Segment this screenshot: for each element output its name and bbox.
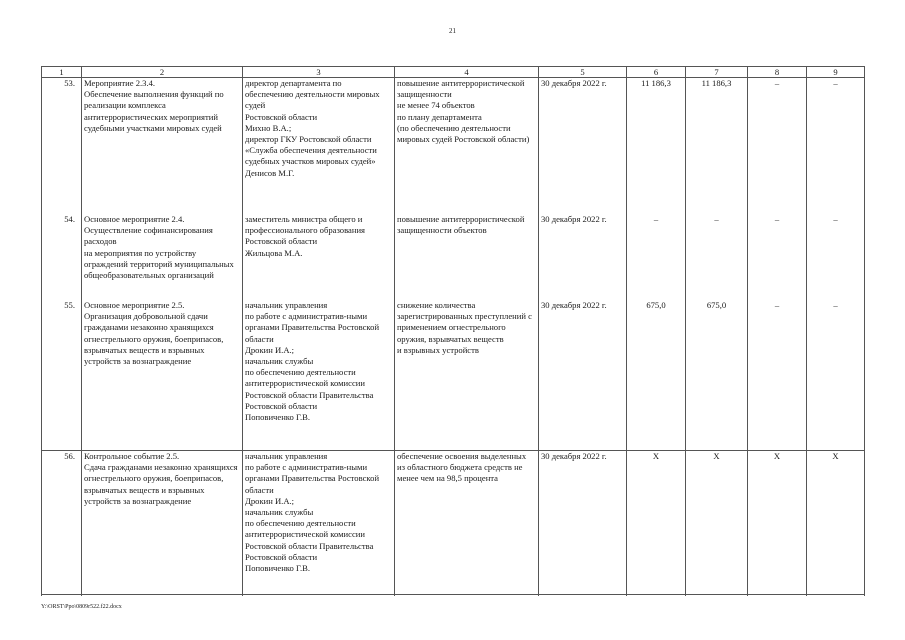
activity-title: Основное мероприятие 2.4. Осуществление софинансирования расходов на мероприятия по устройству ограждений территорий муниципальных общеобразовательных организаций [82,214,243,300]
responsible-executor: заместитель министра общего и профессионального образования Ростовской области Жильцова М.А. [243,214,395,300]
column-7-value: – [686,214,748,300]
row-number: 53. [42,78,82,215]
expected-result: повышение антитеррористической защищенности объектов [395,214,539,300]
table-row [42,214,865,300]
table-row [42,451,865,597]
table-row [42,300,865,451]
row-number: 55. [42,300,82,451]
column-8-value: Х [748,451,807,597]
column-header: 1 [42,67,82,78]
column-7-value: 11 186,3 [686,78,748,215]
expected-result: снижение количества зарегистрированных преступлений с применением огнестрельного оружия, взрывчатых веществ и взрывных устройств [395,300,539,451]
column-8-value: – [748,300,807,451]
responsible-executor: директор департамента по обеспечению деятельности мировых судей Ростовской области Михно В.А.; директор ГКУ Ростовской области «Служба обеспечения деятельности судебных участков мировых судей» Денисов М.Г. [243,78,395,215]
column-9-value: – [807,300,865,451]
column-header: 6 [627,67,686,78]
responsible-executor: начальник управления по работе с административ-ными органами Правительства Ростовской области Дрокин И.А.; начальник службы по обеспечению деятельности антитеррористической комиссии Ростовской области Правительства Ростовской области Поповиченко Г.В. [243,300,395,451]
row-number: 56. [42,451,82,597]
column-9-value: Х [807,451,865,597]
column-header: 9 [807,67,865,78]
column-8-value: – [748,214,807,300]
column-header: 3 [243,67,395,78]
column-9-value: – [807,214,865,300]
row-number: 54. [42,214,82,300]
responsible-executor: начальник управления по работе с административ-ными органами Правительства Ростовской области Дрокин И.А.; начальник службы по обеспечению деятельности антитеррористической комиссии Ростовской области Правительства Ростовской области Поповиченко Г.В. [243,451,395,597]
column-header: 8 [748,67,807,78]
deadline-date: 30 декабря 2022 г. [539,78,627,215]
column-6-value: 11 186,3 [627,78,686,215]
expected-result: обеспечение освоения выделенных из областного бюджета средств не менее чем на 98,5 процента [395,451,539,597]
activity-title: Основное мероприятие 2.5. Организация добровольной сдачи гражданами незаконно хранящихся огнестрельного оружия, боеприпасов, взрывчатых веществ и взрывных устройств за вознаграждение [82,300,243,451]
column-header: 2 [82,67,243,78]
column-header: 7 [686,67,748,78]
expected-result: повышение антитеррористической защищенности не менее 74 объектов по плану департамента (по обеспечению деятельности мировых судей Ростовской области) [395,78,539,215]
table-row [42,78,865,215]
column-7-value: 675,0 [686,300,748,451]
column-7-value: Х [686,451,748,597]
deadline-date: 30 декабря 2022 г. [539,300,627,451]
column-9-value: – [807,78,865,215]
page-number: 21 [449,27,456,35]
column-6-value: – [627,214,686,300]
column-header: 5 [539,67,627,78]
activities-table [41,66,865,596]
column-header: 4 [395,67,539,78]
column-6-value: 675,0 [627,300,686,451]
column-6-value: Х [627,451,686,597]
deadline-date: 30 декабря 2022 г. [539,451,627,597]
activity-title: Мероприятие 2.3.4. Обеспечение выполнения функций по реализации комплекса антитеррористических мероприятий судебными участками мировых судей [82,78,243,215]
column-8-value: – [748,78,807,215]
column-number-row [42,67,865,78]
bottom-rule [41,594,864,595]
footer-file-path: Y:\ORST\Ppo\0809r522.f22.docx [41,604,122,610]
deadline-date: 30 декабря 2022 г. [539,214,627,300]
activity-title: Контрольное событие 2.5. Сдача гражданами незаконно хранящихся огнестрельного оружия, боеприпасов, взрывчатых веществ и взрывных устройств за вознаграждение [82,451,243,597]
